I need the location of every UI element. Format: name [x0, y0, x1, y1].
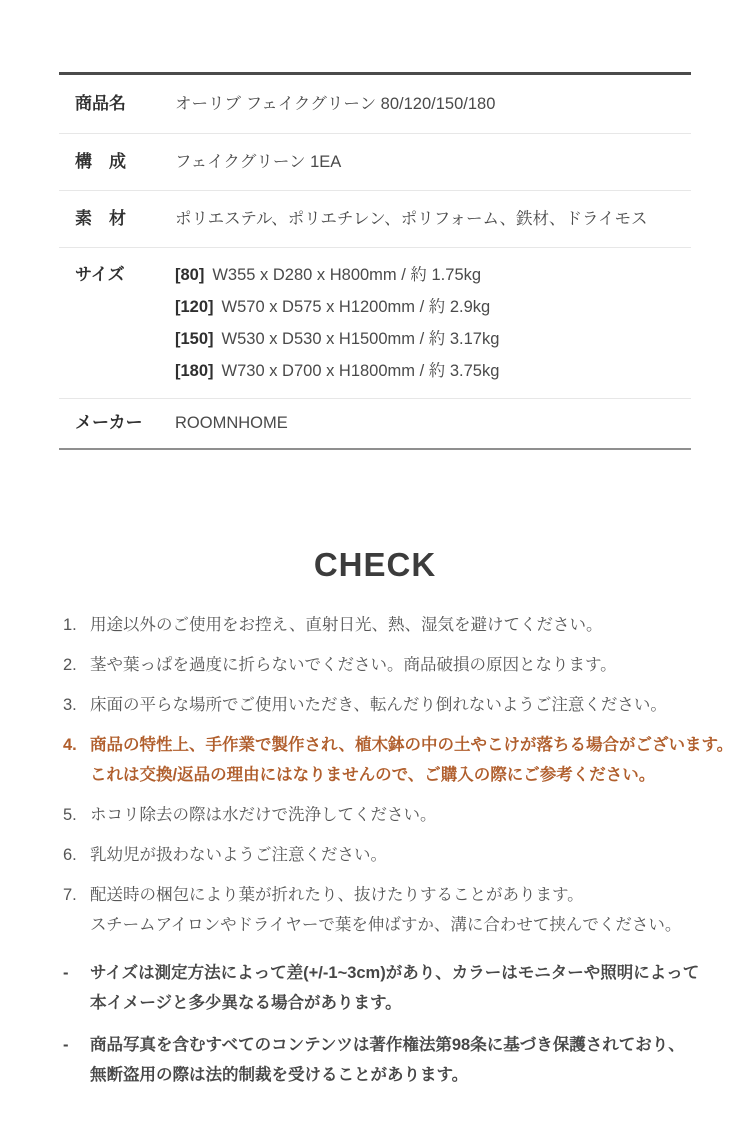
check-item-4-line-1: 商品の特性上、手作業で製作され、植木鉢の中の土やこけが落ちる場合がございます。 [90, 736, 734, 754]
note-copyright [63, 1030, 691, 1090]
check-item-2 [63, 650, 691, 680]
check-item-7 [63, 880, 691, 940]
disclaimer-notes [59, 958, 700, 1090]
spec-label-maker: メーカー [75, 413, 143, 432]
check-item-2-line-1: 茎や葉っぱを過度に折らないでください。商品破損の原因となります。 [90, 656, 617, 674]
spec-row-maker [59, 399, 691, 448]
check-item-1-number: 1. [63, 616, 77, 634]
size-line-180 [175, 355, 691, 387]
check-item-5-number: 5. [63, 806, 77, 824]
size-tag-150: [150] [175, 330, 214, 348]
product-detail-page [0, 72, 750, 1090]
note-1-line-1: サイズは測定方法によって差(+/-1~3cm)があり、カラーはモニターや照明によって [90, 964, 700, 982]
check-item-3-text [90, 690, 691, 720]
check-item-1-line-1: 用途以外のご使用をお控え、直射日光、熱、湿気を避けてください。 [90, 616, 603, 634]
check-item-5-line-1: ホコリ除去の際は水だけで洗浄してください。 [90, 806, 437, 824]
check-item-6-text [90, 840, 691, 870]
check-item-3-number: 3. [63, 696, 77, 714]
size-line-120 [175, 291, 691, 323]
check-item-7-line-1: 配送時の梱包により葉が折れたり、抜けたりすることがあります。 [90, 886, 584, 904]
spec-row-product-name [59, 75, 691, 134]
check-section-title: CHECK [313, 546, 437, 583]
note-2-dash: - [63, 1036, 69, 1054]
check-item-4-line-2: これは交換/返品の理由にはなりませんので、ご購入の際にご参考ください。 [90, 766, 656, 784]
size-tag-120: [120] [175, 298, 214, 316]
check-item-7-number: 7. [63, 886, 77, 904]
size-spec-80: W355 x D280 x H800mm / 約 1.75kg [212, 266, 482, 284]
check-item-6 [63, 840, 691, 870]
spec-row-composition [59, 134, 691, 191]
product-spec-table [59, 72, 691, 450]
check-item-7-text [90, 880, 691, 940]
check-list [59, 610, 734, 940]
check-item-4-highlighted [63, 730, 734, 790]
check-item-1 [63, 610, 691, 640]
spec-value-product-name: オーリブ フェイクグリーン 80/120/150/180 [175, 95, 496, 113]
size-tag-80: [80] [175, 266, 205, 284]
spec-label-product-name: 商品名 [75, 94, 126, 113]
size-spec-120: W570 x D575 x H1200mm / 約 2.9kg [221, 298, 491, 316]
note-1-dash: - [63, 964, 69, 982]
check-item-5-text [90, 800, 691, 830]
check-item-2-text [90, 650, 691, 680]
size-line-150 [175, 323, 691, 355]
spec-row-size [59, 248, 691, 399]
spec-value-maker: ROOMNHOME [175, 414, 288, 432]
note-1-line-2: 本イメージと多少異なる場合があります。 [90, 994, 402, 1012]
note-2-line-2: 無断盗用の際は法的制裁を受けることがあります。 [90, 1066, 469, 1084]
check-item-3-line-1: 床面の平らな場所でご使用いただき、転んだり倒れないようご注意ください。 [90, 696, 667, 714]
size-tag-180: [180] [175, 362, 214, 380]
note-2-text [90, 1030, 691, 1090]
check-item-4-text [90, 730, 733, 790]
check-item-1-text [90, 610, 691, 640]
spec-row-material [59, 191, 691, 248]
check-item-4-number: 4. [63, 736, 77, 754]
check-item-3 [63, 690, 691, 720]
note-size-tolerance [63, 958, 700, 1018]
size-spec-150: W530 x D530 x H1500mm / 約 3.17kg [221, 330, 500, 348]
check-item-6-number: 6. [63, 846, 77, 864]
check-item-2-number: 2. [63, 656, 77, 674]
size-spec-180: W730 x D700 x H1800mm / 約 3.75kg [221, 362, 500, 380]
spec-label-size: サイズ [75, 265, 125, 284]
note-1-text [90, 958, 699, 1018]
spec-value-composition: フェイクグリーン 1EA [175, 153, 342, 171]
spec-label-composition: 構 成 [75, 152, 126, 171]
check-item-6-line-1: 乳幼児が扱わないようご注意ください。 [90, 846, 387, 864]
spec-value-material: ポリエステル、ポリエチレン、ポリフォーム、鉄材、ドライモス [175, 210, 648, 228]
size-line-80 [175, 259, 691, 291]
check-item-5 [63, 800, 691, 830]
spec-value-size [175, 259, 691, 387]
check-item-7-line-2: スチームアイロンやドライヤーで葉を伸ばすか、溝に合わせて挟んでください。 [90, 916, 682, 934]
note-2-line-1: 商品写真を含むすべてのコンテンツは著作権法第98条に基づき保護されており、 [90, 1036, 685, 1054]
spec-label-material: 素 材 [75, 209, 126, 228]
